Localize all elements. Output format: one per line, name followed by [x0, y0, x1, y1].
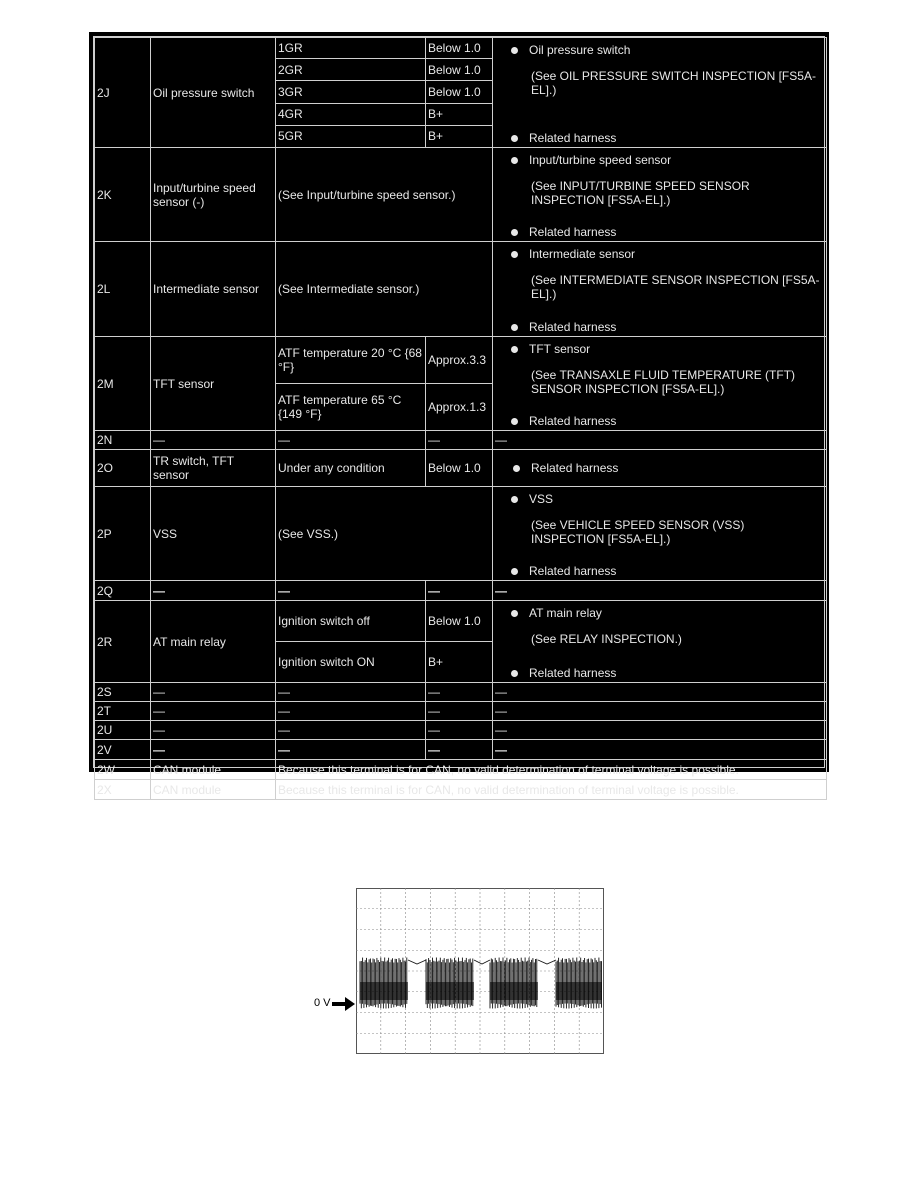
terminal-id: 2S [95, 683, 151, 702]
inspection-reference: (See INTERMEDIATE SENSOR INSPECTION [FS5A-EL].) [531, 273, 820, 301]
remark-bullet: VSS [493, 492, 826, 506]
signal-name: CAN module [151, 760, 276, 780]
voltage: Below 1.0 [426, 81, 493, 103]
voltage: — [426, 702, 493, 721]
condition: 5GR [276, 125, 426, 147]
can-note: Because this terminal is for CAN, no valid determination of terminal voltage is possible. [276, 760, 827, 780]
terminal-id: 2P [95, 487, 151, 581]
condition: 3GR [276, 81, 426, 103]
inspection-reference: (See INPUT/TURBINE SPEED SENSOR INSPECTION [FS5A-EL].) [531, 179, 750, 207]
terminal-id: 2K [95, 148, 151, 242]
condition: (See Intermediate sensor.) [276, 242, 493, 337]
voltage: Below 1.0 [426, 59, 493, 81]
remark-bullet: Related harness [495, 461, 824, 475]
terminal-id: 2J [95, 38, 151, 148]
signal-name: TR switch, TFT sensor [151, 450, 276, 487]
table-row [95, 721, 827, 740]
terminal-id: 2Q [95, 581, 151, 601]
bullet-icon [511, 346, 518, 353]
terminal-id: 2O [95, 450, 151, 487]
table-row [95, 780, 827, 800]
signal-name: — [151, 431, 276, 450]
signal-name: VSS [151, 487, 276, 581]
voltage: B+ [426, 125, 493, 147]
voltage: Below 1.0 [426, 38, 493, 59]
table-row [95, 740, 827, 760]
table-row [95, 487, 827, 581]
condition: — [276, 581, 426, 601]
voltage: — [426, 721, 493, 740]
condition: — [276, 683, 426, 702]
voltage: — [426, 740, 493, 760]
bullet-icon [513, 465, 520, 472]
condition: Under any condition [276, 450, 426, 487]
terminal-id: 2N [95, 431, 151, 450]
terminal-id: 2R [95, 601, 151, 683]
signal-name: — [151, 683, 276, 702]
voltage: — [426, 581, 493, 601]
signal-name: — [151, 702, 276, 721]
remark-cell [493, 450, 827, 487]
voltage: Below 1.0 [426, 601, 493, 642]
remark-bullet: Related harness [493, 131, 616, 145]
condition: 2GR [276, 59, 426, 81]
bullet-icon [511, 496, 518, 503]
remark-cell [493, 148, 827, 242]
bullet-icon [511, 135, 518, 142]
remark-cell: — [493, 581, 827, 601]
condition: Ignition switch off [276, 601, 426, 642]
bullet-icon [511, 324, 518, 331]
table-row [95, 601, 827, 642]
voltage: — [426, 683, 493, 702]
table-row [95, 148, 827, 242]
remark-cell [493, 337, 827, 431]
condition: 1GR [276, 38, 426, 59]
signal-name: — [151, 581, 276, 601]
condition: — [276, 702, 426, 721]
condition: 4GR [276, 103, 426, 125]
remark-cell: — [493, 431, 827, 450]
terminal-id: 2V [95, 740, 151, 760]
signal-name: TFT sensor [151, 337, 276, 431]
remark-bullet: Related harness [493, 225, 616, 239]
remark-cell [493, 487, 827, 581]
table-row [95, 337, 827, 384]
remark-bullet: Related harness [493, 414, 616, 428]
voltage: Approx.1.3 [426, 384, 493, 431]
bullet-icon [511, 418, 518, 425]
table-row [95, 38, 827, 59]
table-row [95, 431, 827, 450]
bullet-icon [511, 670, 518, 677]
remark-bullet: Input/turbine speed sensor [493, 153, 826, 167]
signal-name: — [151, 721, 276, 740]
terminal-id: 2M [95, 337, 151, 431]
remark-cell: — [493, 721, 827, 740]
table-row [95, 581, 827, 601]
signal-name: — [151, 740, 276, 760]
inspection-reference: (See OIL PRESSURE SWITCH INSPECTION [FS5A-EL].) [531, 69, 816, 97]
remark-cell [493, 242, 827, 337]
arrow-right-icon [332, 997, 356, 1011]
remark-bullet: Intermediate sensor [493, 247, 826, 261]
inspection-reference: (See TRANSAXLE FLUID TEMPERATURE (TFT) SENSOR INSPECTION [FS5A-EL].) [531, 368, 796, 396]
inspection-reference: (See VEHICLE SPEED SENSOR (VSS) INSPECTION [FS5A-EL].) [531, 518, 745, 546]
remark-bullet: TFT sensor [493, 342, 826, 356]
voltage: — [426, 431, 493, 450]
remark-bullet: Oil pressure switch [493, 43, 826, 57]
table-row [95, 450, 827, 487]
condition: (See VSS.) [276, 487, 493, 581]
remark-cell [493, 601, 827, 683]
bullet-icon [511, 157, 518, 164]
table-row [95, 760, 827, 780]
terminal-id: 2T [95, 702, 151, 721]
condition: — [276, 721, 426, 740]
voltage: B+ [426, 642, 493, 683]
terminal-voltage-table [94, 37, 827, 800]
terminal-id: 2L [95, 242, 151, 337]
bullet-icon [511, 251, 518, 258]
remark-cell: — [493, 740, 827, 760]
inspection-reference: (See RELAY INSPECTION.) [531, 632, 682, 646]
remark-cell: — [493, 702, 827, 721]
remark-cell [493, 38, 827, 148]
remark-bullet: Related harness [493, 320, 616, 334]
remark-cell: — [493, 683, 827, 702]
zero-volt-label: 0 V [314, 997, 331, 1009]
voltage: Below 1.0 [426, 450, 493, 487]
remark-bullet: Related harness [493, 666, 616, 680]
oscilloscope-waveform [356, 888, 604, 1054]
condition: ATF temperature 65 °C {149 °F} [276, 384, 426, 431]
condition: — [276, 431, 426, 450]
terminal-id: 2W [95, 760, 151, 780]
signal-name: Intermediate sensor [151, 242, 276, 337]
signal-name: Input/turbine speed sensor (-) [151, 148, 276, 242]
voltage: B+ [426, 103, 493, 125]
signal-name: CAN module [151, 780, 276, 800]
remark-bullet: AT main relay [493, 606, 826, 620]
table-row [95, 702, 827, 721]
condition: — [276, 740, 426, 760]
can-note: Because this terminal is for CAN, no valid determination of terminal voltage is possible. [276, 780, 827, 800]
signal-name: Oil pressure switch [151, 38, 276, 148]
terminal-id: 2U [95, 721, 151, 740]
table-row [95, 683, 827, 702]
remark-bullet: Related harness [493, 564, 616, 578]
bullet-icon [511, 47, 518, 54]
bullet-icon [511, 229, 518, 236]
condition: ATF temperature 20 °C {68 °F} [276, 337, 426, 384]
signal-name: AT main relay [151, 601, 276, 683]
table-row [95, 242, 827, 337]
bullet-icon [511, 610, 518, 617]
terminal-id: 2X [95, 780, 151, 800]
terminal-voltage-table-frame [89, 32, 829, 797]
condition: (See Input/turbine speed sensor.) [276, 148, 493, 242]
bullet-icon [511, 568, 518, 575]
condition: Ignition switch ON [276, 642, 426, 683]
voltage: Approx.3.3 [426, 337, 493, 384]
